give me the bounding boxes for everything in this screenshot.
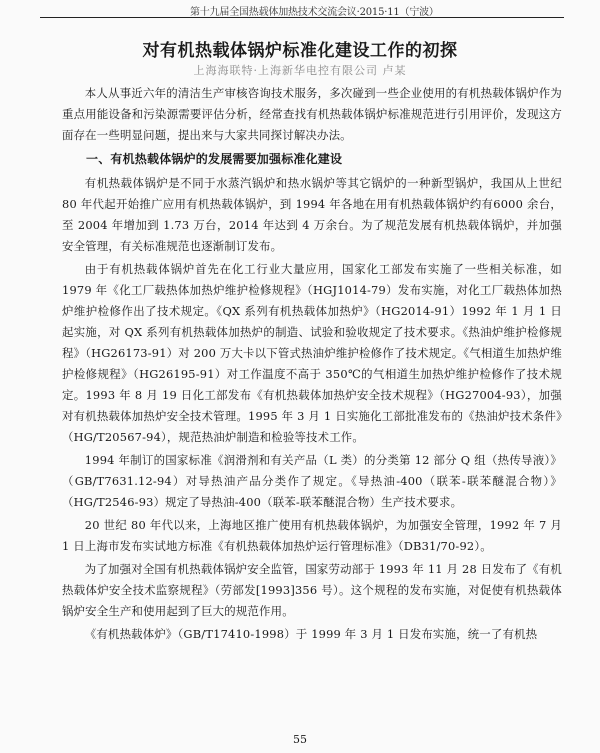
paragraph: 为了加强对全国有机热载体锅炉安全监管，国家劳动部于 1993 年 11 月 28 日发布了《有机热载体炉安全技术监察规程》（劳部发[1993]356 号）。这个规程的发布实施，对促使有机热载体锅炉安全生产和使用起到了巨大的规范作用。 [62,562,562,618]
paragraph: 本人从事近六年的清洁生产审核咨询技术服务，多次碰到一些企业使用的有机热载体锅炉作为重点用能设备和污染源需要评估分析，经常查找有机热载体锅炉标准规范进行引用评价，发现这方面存在一些明显问题，提出来与大家共同探讨解决办法。 [62,86,562,142]
paragraph: 《有机热载体炉》（GB/T17410-1998）于 1999 年 3 月 1 日发布实施，统一了有机热 [84,627,538,641]
section-heading: 一、有机热载体锅炉的发展需要加强标准化建设 [86,152,343,166]
running-header [0,0,600,22]
author-line: 上海海联特·上海新华电控有限公司 卢某 [193,64,407,77]
paragraph: 20 世纪 80 年代以来，上海地区推广使用有机热载体锅炉，为加强安全管理，1992 年 7 月 1 日上海市发布实试地方标准《有机热载体加热炉运行管理标准》（DB31/70-92）。 [62,518,562,553]
paragraph: 有机热载体锅炉是不同于水蒸汽锅炉和热水锅炉等其它锅炉的一种新型锅炉，我国从上世纪 80 年代起开始推广应用有机热载体锅炉，到 1994 年各地在用有机热载体锅炉约有6000 余台，至 2004 年增加到 1.73 万台，2014 年达到 4 万余台。为了规范发展有机热载体锅炉，并加强安全管理，有关标准规范也逐渐制订发布。 [62,176,562,253]
conference-header: 第十九届全国热载体加热技术交流会议·2015·11（宁波） [190,7,439,18]
paper-title: 对有机热载体锅炉标准化建设工作的初探 [142,41,458,61]
page-number: 55 [293,733,307,746]
paragraph: 由于有机热载体锅炉首先在化工行业大量应用，国家化工部发布实施了一些相关标准，如 1979 年《化工厂载热体加热炉维护检修规程》（HGJ1014-79）发布实施，对化工厂载热体加热炉维护检修作出了技术规定。《QX 系列有机热载体加热炉》（HG2014-91）1992 年 1 月 1 日起实施，对 QX 系列有机热载体加热炉的制造、试验和验收规定了技术要求。《热油炉维护检修规程》（HG26173-91）对 200 万大卡以下管式热油炉维护检修作了技术规定。《气相道生加热炉维护检修规程》（HG26195-91）对工作温度不高于 350℃的气相道生加热炉维护检修作了技术规定。1993 年 8 月 19 日化工部发布《有机热载体加热炉安全技术规程》（HG27004-93），加强对有机热载体加热炉安全技术管理。1995 年 3 月 1 日实施化工部批准发布的《热油炉技术条件》（HG/T20567-94），规范热油炉制造和检验等技术工作。 [62,262,562,444]
paragraph: 1994 年制订的国家标准《润滑剂和有关产品（L 类）的分类第 12 部分 Q 组（热传导液）》（GB/T7631.12-94）对导热油产品分类作了规定。《导热油-400（联苯-联苯醚混合物）》（HG/T2546-93）规定了导热油-400（联苯-联苯醚混合物）生产技术要求。 [62,453,562,509]
header-rule [40,17,564,18]
paper-body [62,83,562,647]
